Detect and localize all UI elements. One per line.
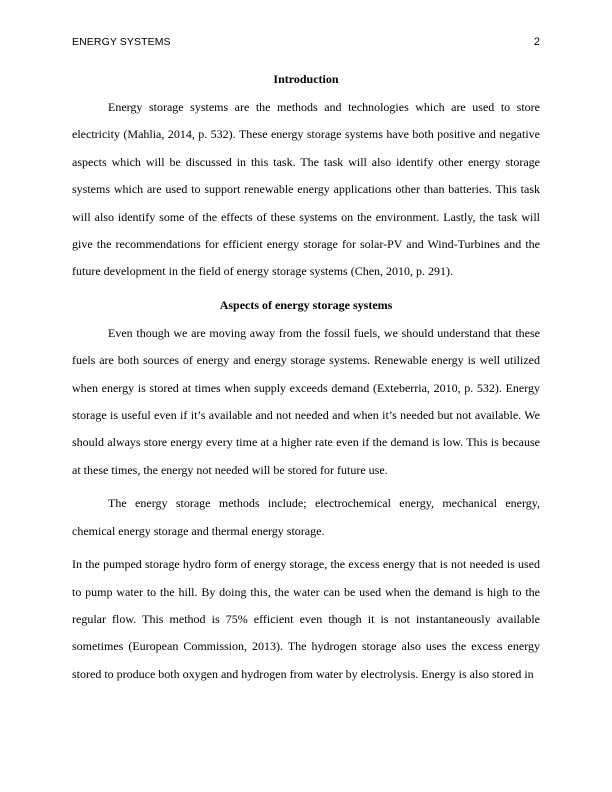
- paragraph-aspects-2: The energy storage methods include; electrochemical energy, mechanical energy, chemical energy storage and thermal energy storage.: [72, 496, 540, 538]
- page-number: 2: [533, 36, 540, 48]
- document-body: [72, 70, 540, 688]
- heading-introduction: Introduction: [273, 72, 339, 86]
- paragraph-introduction: Energy storage systems are the methods and technologies which are used to store electricity (Mahlia, 2014, p. 532). These energy storage systems have both positive and negative aspects which will be discussed in this task. The task will also identify other energy storage systems which are used to support renewable energy applications other than batteries. This task will also identify some of the effects of these systems on the environment. Lastly, the task will give the recommendations for efficient energy storage for solar-PV and Wind-Turbines and the future development in the field of energy storage systems (Chen, 2010, p. 291).: [72, 100, 540, 279]
- heading-aspects: Aspects of energy storage systems: [219, 297, 393, 312]
- paragraph-aspects-1: Even though we are moving away from the fossil fuels, we should understand that these fuels are both sources of energy and energy storage systems. Renewable energy is well utilized when energy is stored at times when supply exceeds demand (Exteberria, 2010, p. 532). Energy storage is useful even if it’s available and not needed and when it’s needed but not available. We should always store energy every time at a higher rate even if the demand is low. This is because at these times, the energy not needed will be stored for future use.: [72, 325, 540, 477]
- paragraph-aspects-3: In the pumped storage hydro form of energy storage, the excess energy that is not needed is used to pump water to the hill. By doing this, the water can be used when the demand is high to the regular flow. This method is 75% efficient even though it is not instantaneously available sometimes (European Commission, 2013). The hydrogen storage also uses the excess energy stored to produce both oxygen and hydrogen from water by electrolysis. Energy is also stored in: [72, 557, 540, 681]
- running-header-title: ENERGY SYSTEMS: [72, 36, 171, 48]
